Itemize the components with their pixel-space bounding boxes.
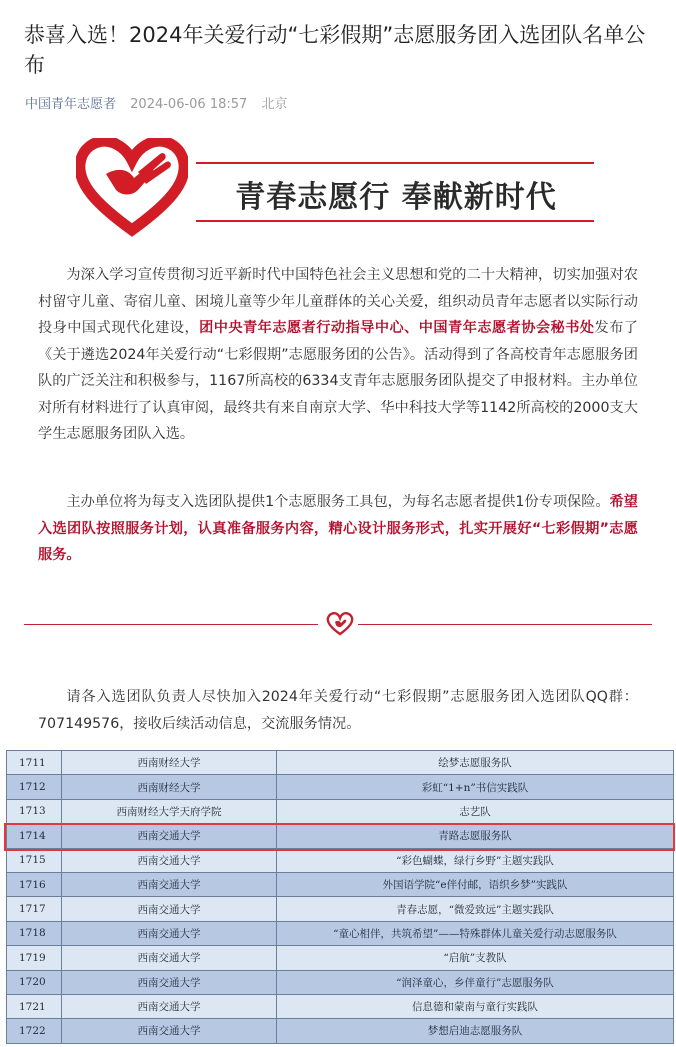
publish-time: 2024-06-06 18:57 xyxy=(130,97,248,112)
table-row xyxy=(7,946,674,970)
row-id: 1721 xyxy=(7,994,62,1018)
publish-location: 北京 xyxy=(261,97,288,112)
row-team: “润泽童心，乡伴童行”志愿服务队 xyxy=(277,970,674,994)
row-id: 1715 xyxy=(7,848,62,872)
volunteer-heart-logo-icon xyxy=(76,138,188,238)
row-team: “童心相伴，共筑希望”——特殊群体儿童关爱行动志愿服务队 xyxy=(277,921,674,945)
banner-top-rule xyxy=(196,162,594,164)
heart-icon xyxy=(326,612,354,636)
row-team: “启航”支教队 xyxy=(277,946,674,970)
section-divider xyxy=(24,612,652,636)
article-title: 恭喜入选！2024年关爱行动“七彩假期”志愿服务团入选团队名单公布 xyxy=(24,23,646,77)
row-school: 西南交通大学 xyxy=(62,970,277,994)
row-team: 志艺队 xyxy=(277,799,674,823)
row-id: 1718 xyxy=(7,921,62,945)
row-team: 绘梦志愿服务队 xyxy=(277,751,674,775)
article-meta xyxy=(25,93,287,112)
row-team: 青路志愿服务队 xyxy=(277,824,674,848)
table-row xyxy=(7,751,674,775)
source-account-link[interactable]: 中国青年志愿者 xyxy=(25,97,117,112)
table-row xyxy=(7,1019,674,1043)
table-row xyxy=(7,994,674,1018)
row-school: 西南交通大学 xyxy=(62,848,277,872)
row-school: 西南交通大学 xyxy=(62,946,277,970)
row-team: 梦想启迪志愿服务队 xyxy=(277,1019,674,1043)
row-school: 西南财经大学天府学院 xyxy=(62,799,277,823)
banner-image xyxy=(76,138,596,238)
row-id: 1722 xyxy=(7,1019,62,1043)
row-team: 彩虹“1+n”书信实践队 xyxy=(277,775,674,799)
table-row xyxy=(7,970,674,994)
row-id: 1711 xyxy=(7,751,62,775)
support-paragraph: 主办单位将为每支入选团队提供1个志愿服务工具包，为每名志愿者提供1份专项保险。希望入选团队按照服务计划，认真准备服务内容，精心设计服务形式，扎实开展好“七彩假期”志愿服务。 xyxy=(38,494,638,563)
table-row xyxy=(7,872,674,896)
row-school: 西南财经大学 xyxy=(62,751,277,775)
row-team: “彩色蝴蝶，绿行乡野”主题实践队 xyxy=(277,848,674,872)
intro-paragraph: 为深入学习宣传贯彻习近平新时代中国特色社会主义思想和党的二十大精神，切实加强对农村留守儿童、寄宿儿童、困境儿童等少年儿童群体的关心关爱，组织动员青年志愿者以实际行动投身中国式现代化建设，团中央青年志愿者行动指导中心、中国青年志愿者协会秘书处发布了《关于遴选2024年关爱行动“七彩假期”志愿服务团的公告》。活动得到了各高校青年志愿服务团队的广泛关注和积极参与，1167所高校的6334支青年志愿服务团队提交了申报材料。主办单位对所有材料进行了认真审阅，最终共有来自南京大学、华中科技大学等1142所高校的2000支大学生志愿服务团队入选。 xyxy=(38,267,638,442)
table-row xyxy=(7,848,674,872)
organizer-highlight: 团中央青年志愿者行动指导中心、中国青年志愿者协会秘书处 xyxy=(199,320,595,336)
row-id: 1713 xyxy=(7,799,62,823)
row-id: 1716 xyxy=(7,872,62,896)
row-team: 外国语学院“e伴付邮，语织乡梦”实践队 xyxy=(277,872,674,896)
row-school: 西南交通大学 xyxy=(62,921,277,945)
selected-teams-table xyxy=(6,750,674,1047)
row-school: 西南交通大学 xyxy=(62,824,277,848)
banner-slogan: 青春志愿行 奉献新时代 xyxy=(235,180,557,215)
row-school: 西南交通大学 xyxy=(62,872,277,896)
row-id: 1714 xyxy=(7,824,62,848)
row-team: 青春志愿，“微爱致远”主题实践队 xyxy=(277,897,674,921)
row-id: 1719 xyxy=(7,946,62,970)
table-row xyxy=(7,775,674,799)
banner-bottom-rule xyxy=(196,220,594,222)
hope-highlight: 希望入选团队按照服务计划，认真准备服务内容，精心设计服务形式，扎实开展好“七彩假期”志愿服务。 xyxy=(38,494,638,563)
row-id: 1720 xyxy=(7,970,62,994)
row-id: 1712 xyxy=(7,775,62,799)
row-school: 西南交通大学 xyxy=(62,1019,277,1043)
table-row xyxy=(7,921,674,945)
table-row xyxy=(7,799,674,823)
row-school: 西南交通大学 xyxy=(62,897,277,921)
table-row xyxy=(7,824,674,848)
table-row xyxy=(7,897,674,921)
row-school: 西南交通大学 xyxy=(62,994,277,1018)
row-team: 信息德和蒙南与童行实践队 xyxy=(277,994,674,1018)
qq-group-paragraph: 请各入选团队负责人尽快加入2024年关爱行动“七彩假期”志愿服务团入选团队QQ群：707149576，接收后续活动信息，交流服务情况。 xyxy=(38,689,638,732)
row-id: 1717 xyxy=(7,897,62,921)
row-school: 西南财经大学 xyxy=(62,775,277,799)
